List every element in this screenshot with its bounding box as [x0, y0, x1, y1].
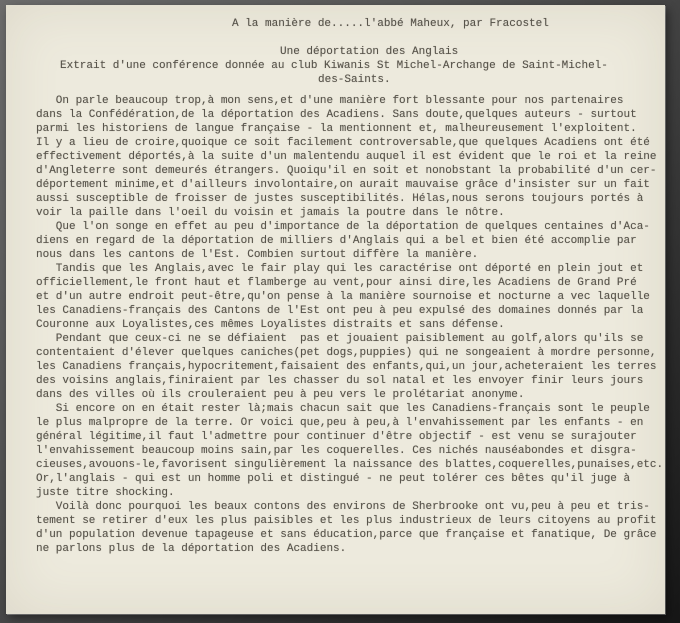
text-line: tement se retirer d'eux les plus paisibles et les plus industrieux de leurs citoyens au profit — [36, 515, 657, 527]
text-line: déportement minime,et d'ailleurs involontaire,on aurait mauvaise grâce d'insister sur un fait — [36, 179, 650, 191]
text-line: Tandis que les Anglais,avec le fair play qui les caractérise ont déporté en plein jout et — [36, 263, 644, 275]
text-line: Voilà donc pourquoi les beaux contons des environs de Sherbrooke ont vu,peu à peu et tris- — [36, 501, 650, 513]
text-line: Couronne aux Loyalistes,ces mêmes Loyalistes distraits et sans défense. — [36, 319, 505, 331]
text-line: nous dans les cantons de l'Est. Combien surtout diffère la manière. — [36, 249, 479, 261]
text-line: d'un population devenue tapageuse et sans éducation,parce que française et fanatique, De grâce — [36, 529, 657, 541]
text-line: dans des villes où ils crouleraient peu à peu vers le prolétariat anonyme. — [36, 389, 525, 401]
text-line: Or,l'anglais - qui est un homme poli et distingué - ne peut tolérer ces bêtes qu'il juge à — [36, 473, 631, 485]
text-line: dans la Confédération,de la déportation des Acadiens. Sans doute,quelques auteurs - surtout — [36, 109, 637, 121]
text-line: parmi les historiens de langue française - la mentionnent et, malheureusement l'exploitent. — [36, 123, 637, 135]
text-line: cieuses,avouons-le,favorisent singulièrement la naissance des blattes,coquerelles,punaises,etc. — [36, 459, 664, 471]
text-line: juste titre shocking. — [36, 487, 175, 499]
blank-line — [36, 31, 665, 45]
text-line: diens en regard de la déportation de milliers d'Anglais qui a bel et bien été accomplie par — [36, 235, 637, 247]
document-header — [36, 17, 665, 87]
byline: A la manière de.....l'abbé Maheux, par Fracostel — [232, 18, 549, 30]
text-line: les Canadiens français,hypocritement,faisaient des enfants,qui,un jour,acheteraient les terres — [36, 361, 657, 373]
text-line: On parle beaucoup trop,à mon sens,et d'une manière fort blessante pour nos partenaires — [36, 95, 624, 107]
text-line: le plus malpropre de la terre. Or voici que,peu à peu,à l'envahissement par les enfants - en — [36, 417, 644, 429]
text-line: ne parlons plus de la déportation des Acadiens. — [36, 543, 347, 555]
text-line: officiellement,le front haut et flamberge au vent,pour ainsi dire,les Acadiens de Grand Pré — [36, 277, 637, 289]
text-line: Il y a lieu de croire,quoique ce soit facilement controversable,que quelques Acadiens ont été — [36, 137, 650, 149]
text-line: contentaient d'élever quelques caniches(pet dogs,puppies) qui ne songeaient à mordre personne, — [36, 347, 657, 359]
document-title: Une déportation des Anglais — [280, 46, 459, 58]
text-line: général légitime,il faut l'admettre pour continuer d'être objectif - est venu se surajouter — [36, 431, 637, 443]
text-line: les Canadiens-français des Cantons de l'Est ont peu à peu expulsé des domaines donnés par la — [36, 305, 644, 317]
text-line: Si encore on en était rester là;mais chacun sait que les Canadiens-français sont le peuple — [36, 403, 650, 415]
document-body — [36, 94, 665, 556]
text-line: des voisins anglais,finiraient par les chasser du sol natal et les envoyer finir leurs jours — [36, 375, 644, 387]
text-line: d'Angleterre sont demeurés étrangers. Quoiqu'il en soit et nonobstant la probabilité d'un cer- — [36, 165, 657, 177]
text-line: et d'un autre endroit peut-être,qu'on pense à la manière sournoise et nocturne a vec laquelle — [36, 291, 650, 303]
document-subtitle: Extrait d'une conférence donnée au club Kiwanis St Michel-Archange de Saint-Michel- — [60, 60, 608, 72]
text-line: aussi susceptible de froisser de justes susceptibilités. Hélas,nous serons toujours portés à — [36, 193, 644, 205]
text-line: voir la paille dans l'oeil du voisin et jamais la poutre dans le nôtre. — [36, 207, 505, 219]
text-line: Pendant que ceux-ci ne se défiaient pas et jouaient paisiblement au golf,alors qu'ils se — [36, 333, 644, 345]
text-line: Que l'on songe en effet au peu d'importance de la déportation de quelques centaines d'Aca- — [36, 221, 650, 233]
text-line: l'envahissement beaucoup moins sain,par les coquerelles. Ces nichés nauséabondes et disgra- — [36, 445, 637, 457]
document-subtitle-continued: des-Saints. — [318, 74, 391, 86]
text-line: effectivement déportés,à la suite d'un malentendu auquel il est évident que le roi et la reine — [36, 151, 657, 163]
document-page — [6, 5, 665, 614]
